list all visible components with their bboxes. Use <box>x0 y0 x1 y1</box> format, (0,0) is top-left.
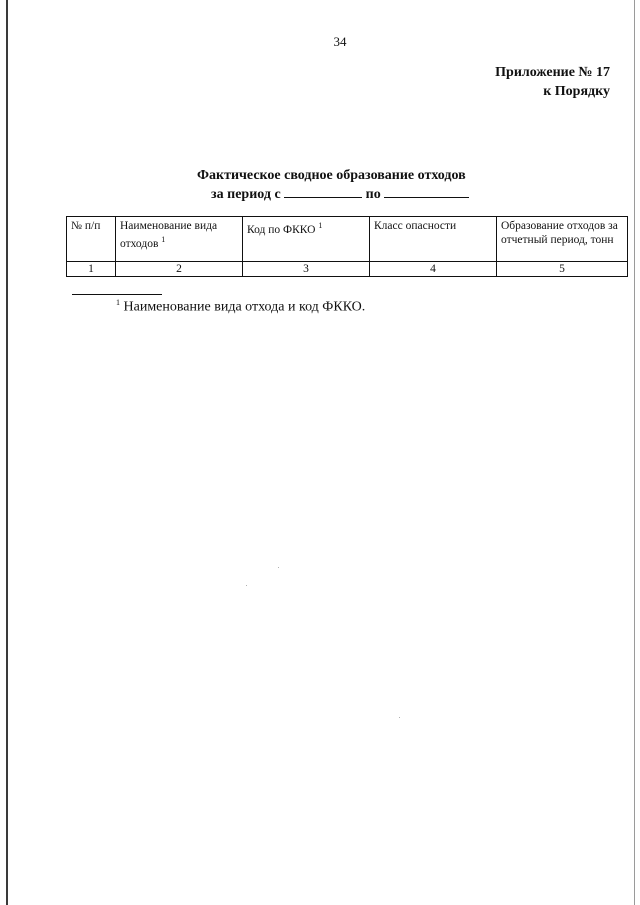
appendix-number: Приложение № 17 <box>495 65 610 80</box>
title-line-1: Фактическое сводное образование отходов <box>197 168 466 183</box>
column-number: 1 <box>67 262 116 277</box>
period-to-blank <box>384 185 469 198</box>
title-line-2 <box>197 185 469 204</box>
column-number: 4 <box>370 262 497 277</box>
period-from-blank <box>284 185 362 198</box>
table-row <box>67 262 628 277</box>
column-number: 5 <box>497 262 628 277</box>
period-from-label: за период с <box>211 187 281 202</box>
appendix-reference: к Порядку <box>543 84 610 99</box>
header-waste-generation: Образование отходов за отчетный период, тонн <box>497 217 628 262</box>
footnote-marker: 1 <box>116 298 120 307</box>
scan-speck <box>399 717 400 718</box>
document-title <box>197 166 469 204</box>
table-header-row <box>67 217 628 262</box>
scan-edge-right <box>634 0 635 905</box>
footnote-ref: 1 <box>318 221 323 230</box>
scan-edge-left <box>6 0 8 905</box>
header-number: № п/п <box>67 217 116 262</box>
header-waste-name: Наименование вида отходов $^1$ <box>116 217 243 262</box>
page-number: 34 <box>333 34 347 49</box>
footnote <box>116 298 365 316</box>
appendix-header <box>495 63 610 101</box>
column-number: 2 <box>116 262 243 277</box>
footnote-separator <box>72 294 162 295</box>
column-number: 3 <box>243 262 370 277</box>
header-hazard-class: Класс опасности <box>370 217 497 262</box>
period-to-label: по <box>365 187 381 202</box>
scan-speck <box>246 585 247 586</box>
waste-table <box>66 216 628 277</box>
header-fkko-code: Код по ФККО $^1$ <box>243 217 370 262</box>
footnote-text: Наименование вида отхода и код ФККО. <box>123 299 366 315</box>
footnote-ref: 1 <box>161 235 166 244</box>
scan-speck <box>278 567 279 568</box>
